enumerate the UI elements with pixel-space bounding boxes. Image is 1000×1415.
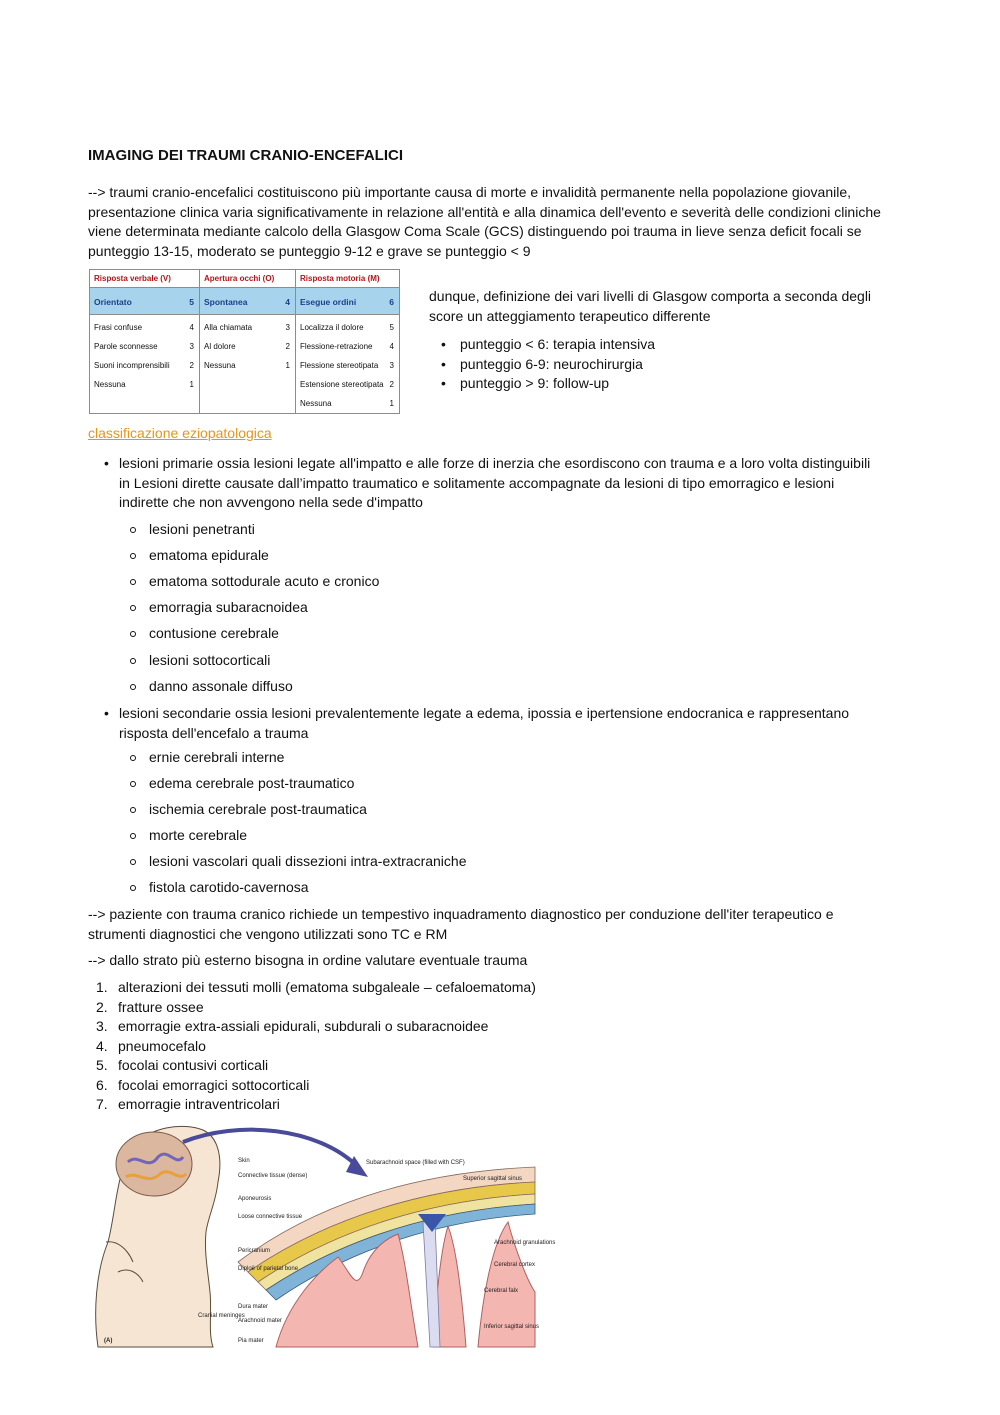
gcs-best-row	[200, 288, 295, 315]
gcs-cell-label: Frasi confuse	[94, 323, 143, 332]
step-number: 3.	[96, 1018, 108, 1034]
figure-label: Pia mater	[238, 1338, 264, 1344]
gcs-cell-score: 5	[189, 297, 194, 307]
list-item	[88, 1076, 536, 1096]
step-number: 7.	[96, 1096, 108, 1112]
step-text: emorragie intraventricolari	[118, 1096, 280, 1112]
figure-label: Skin	[238, 1158, 250, 1164]
list-item	[88, 978, 536, 998]
meninges-illustration	[88, 1122, 556, 1347]
gcs-row	[296, 357, 399, 376]
figure-label: Superior sagittal sinus	[463, 1176, 523, 1182]
step-number: 2.	[96, 998, 108, 1015]
primary-lesions-text: lesioni primarie ossia lesioni legate all'impatto e alle forze di inerzia che esordiscono con trauma e a loro volta distinguibili in Lesioni dirette causate dall’impatto traumatico e solitamente accompagnate da lesioni di tipo emorragico e lesioni indirette che non avvengono nella sede d'impatto	[119, 455, 871, 510]
gcs-cell-score: 3	[389, 361, 394, 370]
meninges-diagram	[88, 1122, 556, 1347]
gcs-cell-label: Suoni incomprensibili	[94, 361, 170, 370]
gcs-cell-score: 1	[285, 361, 290, 370]
primary-lesions-bullet	[104, 454, 879, 513]
gcs-cell-label: Flessione-retrazione	[300, 342, 373, 351]
gcs-row	[90, 357, 199, 376]
diagnosis-paragraph: --> paziente con trauma cranico richiede un tempestivo inquadramento diagnostico per conduzione dell'iter terapeutico e strumenti diagnostici che vengono utilizzati sono TC e RM	[88, 906, 834, 942]
bullet-dot: •	[104, 455, 109, 471]
gcs-row	[200, 357, 295, 376]
gcs-cell-score: 5	[389, 323, 394, 332]
list-item: ernie cerebrali interne	[130, 748, 284, 768]
list-item	[88, 1017, 536, 1037]
step-text: focolai contusivi corticali	[118, 1057, 269, 1073]
gcs-row	[296, 376, 399, 395]
evaluation-steps-list	[88, 978, 536, 1115]
levels-list	[430, 335, 655, 394]
gcs-cell-label: Flessione stereotipata	[300, 361, 379, 370]
gcs-row	[90, 338, 199, 357]
figure-label: Cerebral cortex	[494, 1262, 536, 1268]
gcs-row	[296, 338, 399, 357]
gcs-column-header: Risposta motoria (M)	[296, 270, 399, 288]
list-item: ischemia cerebrale post-traumatica	[130, 800, 367, 820]
gcs-cell-score: 2	[285, 342, 290, 351]
figure-panel-label: (A)	[104, 1338, 113, 1344]
figure-label: Inferior sagittal sinus	[484, 1324, 540, 1330]
gcs-cell-score: 2	[389, 380, 394, 389]
gcs-row	[200, 338, 295, 357]
step-text: pneumocefalo	[118, 1037, 206, 1054]
gcs-row	[90, 319, 199, 338]
list-item: contusione cerebrale	[130, 624, 279, 644]
levels-intro: dunque, definizione dei vari livelli di Glasgow comporta a seconda degli score un atteggiamento terapeutico differente	[429, 288, 872, 324]
gcs-cell-label: Orientato	[94, 297, 132, 307]
classification-link[interactable]: classificazione eziopatologica	[88, 425, 272, 441]
figure-label: Dura mater	[238, 1304, 269, 1310]
gcs-cell-score: 4	[389, 342, 394, 351]
list-item: • punteggio > 9: follow-up	[430, 374, 655, 394]
figure-label: Pericranium	[238, 1248, 271, 1254]
figure-label: Diploë of parietal bone	[238, 1266, 299, 1272]
gcs-cell-label: Parole sconnesse	[94, 342, 158, 351]
gcs-column-header: Risposta verbale (V)	[90, 270, 199, 288]
gcs-cell-score: 2	[189, 361, 194, 370]
list-item	[88, 998, 536, 1018]
list-item: lesioni penetranti	[130, 520, 255, 540]
step-number: 5.	[96, 1057, 108, 1073]
gcs-best-row	[90, 288, 199, 315]
gcs-row	[296, 319, 399, 338]
step-number: 1.	[96, 979, 108, 995]
figure-label: Connective tissue (dense)	[238, 1173, 308, 1179]
step-text: fratture ossee	[118, 998, 204, 1015]
list-item: ematoma sottodurale acuto e cronico	[130, 572, 379, 592]
list-item	[88, 1056, 536, 1076]
gcs-column-header: Apertura occhi (O)	[200, 270, 295, 288]
gcs-cell-label: Nessuna	[204, 361, 236, 370]
gcs-cell-score: 1	[189, 380, 194, 389]
gcs-cell-score: 3	[189, 342, 194, 351]
secondary-lesions-text: lesioni secondarie ossia lesioni prevalentemente legate a edema, ipossia e ipertensione endocranica e rappresentano risposta dell'encefalo a trauma	[119, 705, 850, 741]
list-item: • punteggio < 6: terapia intensiva	[430, 335, 655, 355]
list-item	[88, 1037, 536, 1057]
figure-label: Cerebral falx	[484, 1288, 519, 1294]
bullet-dot: •	[104, 705, 109, 721]
figure-label: Loose connective tissue	[238, 1214, 303, 1220]
gcs-cell-score: 4	[285, 297, 290, 307]
figure-label: Subarachnoid space (filled with CSF)	[366, 1160, 465, 1166]
list-item: emorragia subaracnoidea	[130, 598, 308, 618]
exposed-brain-region	[116, 1132, 192, 1196]
cerebral-falx	[423, 1222, 440, 1347]
gcs-cell-label: Estensione stereotipata	[300, 380, 384, 389]
list-item: edema cerebrale post-traumatico	[130, 774, 354, 794]
secondary-lesions-bullet	[104, 704, 879, 743]
step-text: focolai emorragici sottocorticali	[118, 1076, 310, 1093]
step-text: emorragie extra-assiali epidurali, subdurali o subaracnoidee	[118, 1018, 489, 1034]
order-paragraph: --> dallo strato più esterno bisogna in ordine valutare eventuale trauma	[88, 952, 528, 968]
step-text: alterazioni dei tessuti molli (ematoma subgaleale – cefaloematoma)	[118, 979, 536, 995]
gcs-column-motor	[296, 270, 399, 413]
gcs-cell-label: Alla chiamata	[204, 323, 253, 332]
list-item: danno assonale diffuso	[130, 677, 293, 697]
gcs-row	[296, 395, 399, 414]
gcs-best-row	[296, 288, 399, 315]
gcs-column-verbal	[90, 270, 200, 413]
list-item: lesioni sottocorticali	[130, 651, 270, 671]
figure-label: Cranial meninges	[198, 1313, 245, 1319]
gcs-cell-score: 3	[285, 323, 290, 332]
gcs-row	[90, 376, 199, 395]
gcs-cell-label: Al dolore	[204, 342, 236, 351]
list-item: lesioni vascolari quali dissezioni intra-extracraniche	[130, 852, 466, 872]
step-number: 4.	[96, 1037, 108, 1054]
list-item: ematoma epidurale	[130, 546, 269, 566]
gcs-cell-label: Esegue ordini	[300, 297, 357, 307]
step-number: 6.	[96, 1076, 108, 1093]
gcs-cell-score: 1	[389, 399, 394, 408]
figure-label: Arachnoid granulations	[494, 1240, 556, 1246]
gcs-cell-label: Nessuna	[94, 380, 126, 389]
gcs-cell-score: 4	[189, 323, 194, 332]
list-item: • punteggio 6-9: neurochirurgia	[430, 355, 655, 375]
page-title: IMAGING DEI TRAUMI CRANIO-ENCEFALICI	[88, 147, 403, 164]
figure-label: Arachnoid mater	[238, 1318, 283, 1324]
list-item	[88, 1095, 536, 1115]
gcs-column-eyes	[200, 270, 296, 413]
list-item: fistola carotido-cavernosa	[130, 878, 309, 898]
gcs-cell-label: Localizza il dolore	[300, 323, 364, 332]
intro-paragraph: --> traumi cranio-encefalici costituiscono più importante causa di morte e invalidità permanente nella popolazione giovanile, presentazione clinica varia significativamente in relazione all'entità e alla dinamica dell'evento e severità delle condizioni cliniche viene determinata mediante calcolo della Glasgow Coma Scale (GCS) distinguendo poi trauma in lieve senza deficit focali se punteggio 13-15, moderato se punteggio 9-12 e grave se punteggio < 9	[88, 184, 881, 259]
list-item: morte cerebrale	[130, 826, 247, 846]
gcs-row	[200, 319, 295, 338]
gcs-table	[89, 269, 400, 414]
figure-label: Aponeurosis	[238, 1196, 272, 1202]
gcs-cell-label: Nessuna	[300, 399, 332, 408]
gcs-cell-label: Spontanea	[204, 297, 248, 307]
gcs-cell-score: 6	[389, 297, 394, 307]
